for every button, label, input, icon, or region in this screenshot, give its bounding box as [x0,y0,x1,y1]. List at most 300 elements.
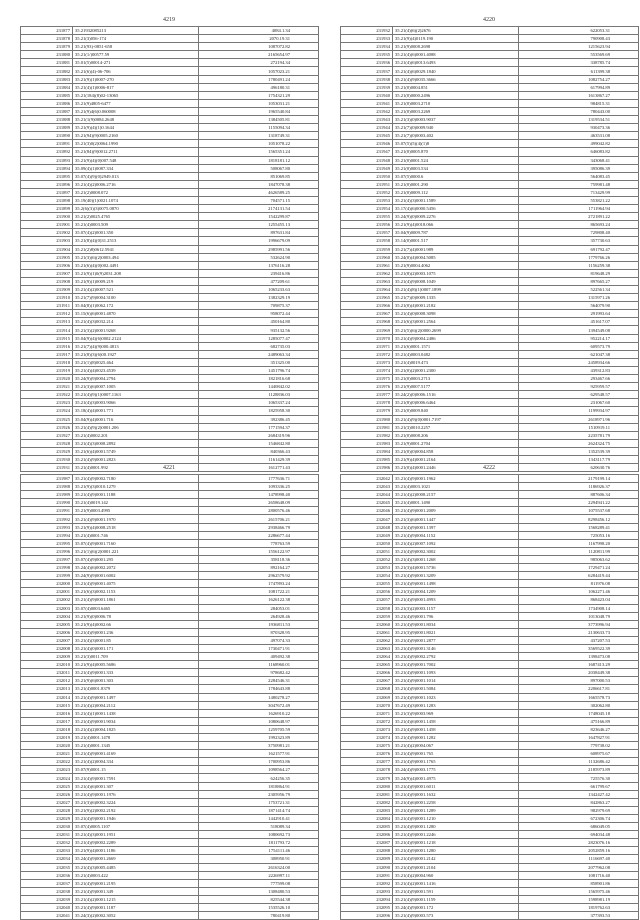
code-cell: 35.21(4)(1)0006-817 [73,83,199,91]
amount-cell: 564079.90 [519,302,639,310]
table-row [21,701,319,709]
code-cell: 35.21(3)(2)0003.1157 [393,604,519,612]
amount-cell: 713429.99 [519,188,639,196]
amount-cell: 646083.82 [519,148,639,156]
code-cell: 35.21(8)(2)0003.1075 [393,269,519,277]
row-id-cell: 231932 [341,27,393,35]
amount-cell: 395086.39 [519,164,639,172]
code-cell: 35.21(7)(0)0003.402 [393,132,519,140]
code-cell: 35.21(4)(2)0004.2112 [73,701,199,709]
amount-cell: 1080692.73 [199,831,319,839]
amount-cell: 851069.85 [199,172,319,180]
code-cell: 35.01(5)00014-271 [73,59,199,67]
row-id-cell: 231991 [21,507,73,515]
amount-cell: 272194.34 [199,59,319,67]
row-id-cell: 231985 [341,455,393,463]
amount-cell: 1780491.24 [199,75,319,83]
table-row [21,604,319,612]
amount-cell: 1535526.10 [199,903,319,911]
code-cell: 35.21(4)(9)0001.333 [73,669,199,677]
code-cell: 35.21(4)(9)0001.1280 [393,847,519,855]
row-id-cell: 232050 [341,539,393,547]
row-id-cell: 231956 [341,221,393,229]
amount-cell: 1480278.27 [199,693,319,701]
row-id-cell: 231897 [21,188,73,196]
table-row [21,531,319,539]
amount-cell: 1936811.53 [199,620,319,628]
table-row [21,447,319,455]
amount-cell: 2070.19.31 [199,35,319,43]
table-row [21,742,319,750]
table-row [341,431,639,439]
table-row [341,245,639,253]
row-id-cell: 231973 [341,358,393,366]
row-id-cell: 231958 [341,237,393,245]
table-row [21,188,319,196]
code-cell: 35.21(6)(3)0002.1153 [73,588,199,596]
table-row [341,83,639,91]
code-cell: 35.21(4)(9)0001.1458 [393,725,519,733]
table-row [21,439,319,447]
code-cell: 35.21(4)0001.1490 [393,499,519,507]
amount-cell: 1626122.38 [199,596,319,604]
amount-cell: 1777636.71 [199,475,319,483]
table-row [341,912,639,920]
code-cell: 35.21(9)(6)0001.303 [73,677,199,685]
table-row [341,116,639,124]
amount-cell: 709875.37 [199,302,319,310]
table-row [341,261,639,269]
code-cell: 35.21(4)(9)0001.1280 [393,823,519,831]
row-id-cell: 231996 [21,547,73,555]
code-cell: 35.21(4)(9)0001.4993 [393,596,519,604]
table-row [341,318,639,326]
amount-cell: 2130633.73 [519,628,639,636]
amount-cell: 1384505.81 [199,116,319,124]
table-row [341,188,639,196]
amount-cell: 1319534.51 [519,116,639,124]
amount-cell: 439312.83 [519,366,639,374]
code-cell: 35.24(0)(4)0004.5085 [393,253,519,261]
row-id-cell: 232073 [341,725,393,733]
table-row [341,253,639,261]
row-id-cell: 231963 [341,277,393,285]
table-row [341,750,639,758]
amount-cell: 1075537.68 [519,507,639,515]
row-id-cell: 231954 [341,205,393,213]
row-id-cell: 232038 [21,887,73,895]
code-cell: 35.07(5)0000.6 [393,172,519,180]
table-row [21,596,319,604]
code-cell: 35.21(9)(4)0002.66 [73,620,199,628]
code-cell: 35.24(9)(9)0004.2794 [73,375,199,383]
amount-cell: 477209.61 [199,277,319,285]
code-cell: 35.21(0)0001.290 [393,180,519,188]
row-id-cell: 231933 [341,35,393,43]
code-cell: 35.21(4)(3)0001.1283 [393,701,519,709]
code-cell: 35.21(0)0004.851 [393,83,519,91]
row-id-cell: 231987 [21,475,73,483]
code-cell: 35.21(4)(9)0001.1282 [393,734,519,742]
row-id-cell: 232022 [21,758,73,766]
code-cell: 35.09(4)(1)0087.334 [73,164,199,172]
code-cell: 35.07(4)0005.1107 [73,823,199,831]
amount-cell: 892164.27 [199,564,319,572]
row-id-cell: 231975 [341,375,393,383]
row-id-cell: 232042 [341,475,393,483]
amount-cell: 1992323.89 [199,734,319,742]
code-cell: 35.21(4)0003.422 [73,871,199,879]
row-id-cell: 232093 [341,887,393,895]
table-row [341,164,639,172]
table-block-1 [20,14,318,472]
table-row [21,564,319,572]
amount-cell: 2294941.22 [519,499,639,507]
table-row [341,895,639,903]
row-id-cell: 231944 [341,124,393,132]
row-id-cell: 231918 [21,358,73,366]
code-cell: 35.21(4)0002.201 [73,431,199,439]
row-id-cell: 232024 [21,774,73,782]
row-id-cell: 231936 [341,59,393,67]
code-cell: 35.21(0)(2)0001.2300 [393,366,519,374]
code-cell: 35.21(4)(9)0001.1976 [73,790,199,798]
table-row [341,35,639,43]
amount-cell: 4084.1.34 [199,27,319,35]
amount-cell: 2179199.14 [519,475,639,483]
row-id-cell: 231888 [21,116,73,124]
row-id-cell: 231914 [21,326,73,334]
row-id-cell: 231953 [341,196,393,204]
table-row [341,221,639,229]
table-row [341,310,639,318]
code-cell: 35.21(184)(8)02-13065 [73,91,199,99]
table-row [341,782,639,790]
amount-cell: 780443.00 [519,107,639,115]
table-row [341,798,639,806]
table-row [21,855,319,863]
row-id-cell: 231951 [341,180,393,188]
row-id-cell: 231922 [21,391,73,399]
code-cell: 35.21(3)(6)0007.1005 [73,383,199,391]
amount-cell: 239416.86 [199,269,319,277]
row-id-cell: 231931 [21,464,73,472]
code-cell: 35.21(9)(4)0005.5686 [73,661,199,669]
code-cell: 35.07(4)(9)0001.7160 [73,539,199,547]
amount-cell: 357730.63 [519,237,639,245]
table-row [341,156,639,164]
table-row [21,83,319,91]
row-id-cell: 231894 [21,164,73,172]
code-cell: 35.21(1/)00577.59 [73,51,199,59]
table-row [21,221,319,229]
code-cell: 35.21(4)(9)0001.3146 [393,644,519,652]
table-row [341,628,639,636]
row-id-cell: 232069 [341,693,393,701]
amount-cell: 1613867.27 [519,91,639,99]
row-id-cell: 231939 [341,83,393,91]
table-row [341,43,639,51]
table-row [21,107,319,115]
code-cell: 35.21(4)(0)0008.3098 [393,310,519,318]
row-id-cell: 231910 [21,294,73,302]
code-cell: 35.21(9)0004.4062 [393,261,519,269]
amount-cell: 2206617.81 [519,685,639,693]
amount-cell: 842863.27 [519,798,639,806]
code-cell: 35.21(3)0(2)0064.1990 [73,140,199,148]
code-cell: 35.21(4)(9)0001.5084 [393,685,519,693]
code-cell: 35.21(4)(9)0001.4075 [73,580,199,588]
table-row [341,653,639,661]
code-cell: 35.21(4)(6)0001.2258 [393,798,519,806]
row-id-cell: 232018 [21,725,73,733]
amount-cell: 1847078.38 [199,180,319,188]
row-id-cell: 231998 [21,564,73,572]
table-row [21,572,319,580]
amount-cell: 1065233.63 [199,286,319,294]
table-row [341,839,639,847]
amount-cell: 351325.00 [199,358,319,366]
row-id-cell: 232090 [341,863,393,871]
code-cell: 35.21(4)0001.992 [73,464,199,472]
amount-cell: 1315971.26 [519,294,639,302]
amount-cell: 450164.80 [199,318,319,326]
table-row [21,588,319,596]
table-row [21,99,319,107]
row-id-cell: 232031 [21,831,73,839]
amount-cell: 1343117.79 [519,455,639,463]
code-cell: 35.21(4)0001.1345 [73,742,199,750]
row-id-cell: 231916 [21,342,73,350]
amount-cell: 1215623.94 [519,43,639,51]
code-cell: 35.21(1(9)0084.2648 [73,116,199,124]
row-id-cell: 232037 [21,879,73,887]
table-row [21,334,319,342]
row-id-cell: 232039 [21,895,73,903]
table-row [21,798,319,806]
amount-cell: 4626589.25 [199,188,319,196]
amount-cell: 870328.95 [199,628,319,636]
code-cell: 35.21(4)0001.1478 [73,734,199,742]
table-row [21,515,319,523]
row-id-cell: 231938 [341,75,393,83]
code-cell: 35.21(9)(4)0018.066 [393,221,519,229]
amount-cell: 1116697.40 [519,855,639,863]
row-id-cell: 231895 [21,172,73,180]
code-cell: 35.21(4)(3)0003.9066 [73,399,199,407]
code-cell: 35.21(4)(9)0001.796 [393,612,519,620]
row-id-cell: 232048 [341,523,393,531]
code-cell: 35.21(4)(3)0032.214 [73,318,199,326]
row-id-cell: 231968 [341,318,393,326]
amount-cell: 343068.41 [519,156,639,164]
amount-cell: 564083.45 [519,172,639,180]
table-row [341,887,639,895]
code-cell: 35.21(4)(9)0004.1152 [393,531,519,539]
row-id-cell: 231896 [21,180,73,188]
code-cell: 35.04(9)(4)0001.716 [73,415,199,423]
amount-cell: 1748045.18 [519,709,639,717]
row-id-cell: 231927 [21,431,73,439]
code-cell: 35.21(4)(4)0023.4539 [73,366,199,374]
table-row [341,717,639,725]
table-row [341,847,639,855]
table-row [21,839,319,847]
row-id-cell: 232002 [21,596,73,604]
amount-cell: 2684319.96 [199,431,319,439]
amount-cell: 621047.38 [519,350,639,358]
amount-cell: 704571.15 [199,196,319,204]
amount-cell: 1168960.01 [199,661,319,669]
amount-cell: 2618971.96 [519,415,639,423]
table-row [21,653,319,661]
table-row [21,669,319,677]
code-cell: 35.21(3)(9)0001.8021 [393,628,519,636]
table-row [21,644,319,652]
row-id-cell: 232028 [21,806,73,814]
row-id-cell: 232009 [21,653,73,661]
amount-cell: 1318749.31 [199,132,319,140]
row-id-cell: 231930 [21,455,73,463]
amount-cell: 2165654.97 [199,51,319,59]
row-id-cell: 232032 [21,839,73,847]
row-id-cell: 232040 [21,903,73,911]
amount-cell: 2985991.56 [199,245,319,253]
amount-cell: 1394549.08 [519,326,639,334]
code-cell: 35.21(6)0001.1571 [393,342,519,350]
table-row [341,172,639,180]
row-id-cell: 231909 [21,286,73,294]
code-cell: 35.24(4)(9)0003.1775 [393,766,519,774]
code-cell: 35.21(9)(2)0002.2192 [73,806,199,814]
code-cell: 35.21(4)(3)0008.2892 [73,439,199,447]
amount-cell: 1568289.41 [519,523,639,531]
table-row [341,596,639,604]
amount-cell: 1730471.91 [199,644,319,652]
table-row [21,863,319,871]
amount-cell: 925959.57 [519,383,639,391]
table-row [341,91,639,99]
amount-cell: 952214.17 [519,334,639,342]
amount-cell: 308950.91 [199,855,319,863]
row-id-cell: 232020 [21,742,73,750]
code-cell: 35.15(6)(6)0001.4870 [73,310,199,318]
row-id-cell: 231885 [21,91,73,99]
table-row [21,164,319,172]
code-cell: 35.24(2)(0)0006.1516 [393,391,519,399]
amount-cell: 2052859.16 [519,847,639,855]
code-cell: 35.21(4)(9)0001.8034 [393,620,519,628]
code-cell: 35.21(1)(8)0025.464 [73,358,199,366]
amount-cell: 1155094.34 [199,124,319,132]
code-cell: 35.21(3)0011.709 [73,653,199,661]
table-row [341,180,639,188]
amount-cell: 624256.35 [199,774,319,782]
row-id-cell: 231901 [21,221,73,229]
row-id-cell: 231981 [341,423,393,431]
code-cell: 35.24(9)(0)0009.2276 [393,213,519,221]
row-id-cell: 232066 [341,669,393,677]
table-row [21,677,319,685]
amount-cell: 608975.67 [519,750,639,758]
code-cell: 35.21(94)(9)0005.2160 [73,132,199,140]
table-row [21,547,319,555]
row-id-cell: 231882 [21,67,73,75]
code-cell: 35.21(1)(6)(2)0001.221 [73,547,199,555]
row-id-cell: 232055 [341,580,393,588]
amount-cell: 725053.16 [519,531,639,539]
code-cell: 35.21(9)0001.2704 [393,439,519,447]
code-cell: 35.21(4)(2)0001.1416 [393,879,519,887]
code-cell: 35.21(4)(9)0001.2195 [73,879,199,887]
row-id-cell: 231989 [21,491,73,499]
code-cell: 35.21(3)056-174 [73,35,199,43]
amount-cell: 2658648.09 [199,499,319,507]
row-id-cell: 232087 [341,839,393,847]
row-id-cell: 231969 [341,326,393,334]
table-row [21,140,319,148]
row-id-cell: 232077 [341,758,393,766]
row-id-cell: 231934 [341,43,393,51]
code-cell: 35.21(2)0025.4765 [73,213,199,221]
amount-cell: 1053031.21 [199,99,319,107]
table-row [341,693,639,701]
table-row [21,213,319,221]
row-id-cell: 232075 [341,742,393,750]
amount-cell: 377393.53 [519,912,639,920]
code-cell: 35.21(4)(9)0002.2792 [393,653,519,661]
code-cell: 35.24(4)(6)0002.2072 [73,564,199,572]
table-row [341,507,639,515]
amount-cell: 780419.80 [199,912,319,920]
row-id-cell: 231955 [341,213,393,221]
table-row [21,475,319,483]
amount-cell: 1711964.94 [519,205,639,213]
code-cell: 35.21(4)(9)0001.3209 [393,572,519,580]
amount-cell: 358118.36 [199,555,319,563]
table-row [21,366,319,374]
table-row [341,51,639,59]
table-row [341,358,639,366]
row-id-cell: 231893 [21,156,73,164]
row-id-cell: 232092 [341,879,393,887]
code-cell: 35.21(4)0001.746 [73,531,199,539]
table-row [21,628,319,636]
table-row [21,116,319,124]
row-id-cell: 232063 [341,644,393,652]
row-id-cell: 232053 [341,564,393,572]
row-id-cell: 232003 [21,604,73,612]
code-cell: 35.21(4)(9)0001.2823 [73,455,199,463]
table-row [21,51,319,59]
data-table [20,474,319,920]
row-id-cell: 232035 [21,863,73,871]
amount-cell: 1342427.42 [519,790,639,798]
table-row [341,132,639,140]
code-cell: 35.21(0)0009.112 [393,188,519,196]
code-cell: 35.21(4)(9)0001.1159 [393,895,519,903]
amount-cell: 978682.42 [199,669,319,677]
amount-cell: 1811793.72 [199,839,319,847]
table-row [21,294,319,302]
code-cell: 35.24(4)(9)0001.2669 [73,855,199,863]
row-id-cell: 231884 [21,83,73,91]
row-id-cell: 231974 [341,366,393,374]
row-id-cell: 231952 [341,188,393,196]
amount-cell: 2458934.66 [519,358,639,366]
amount-cell: 532624.90 [199,253,319,261]
code-cell: 35.21(4)(9)0001.2142 [393,855,519,863]
